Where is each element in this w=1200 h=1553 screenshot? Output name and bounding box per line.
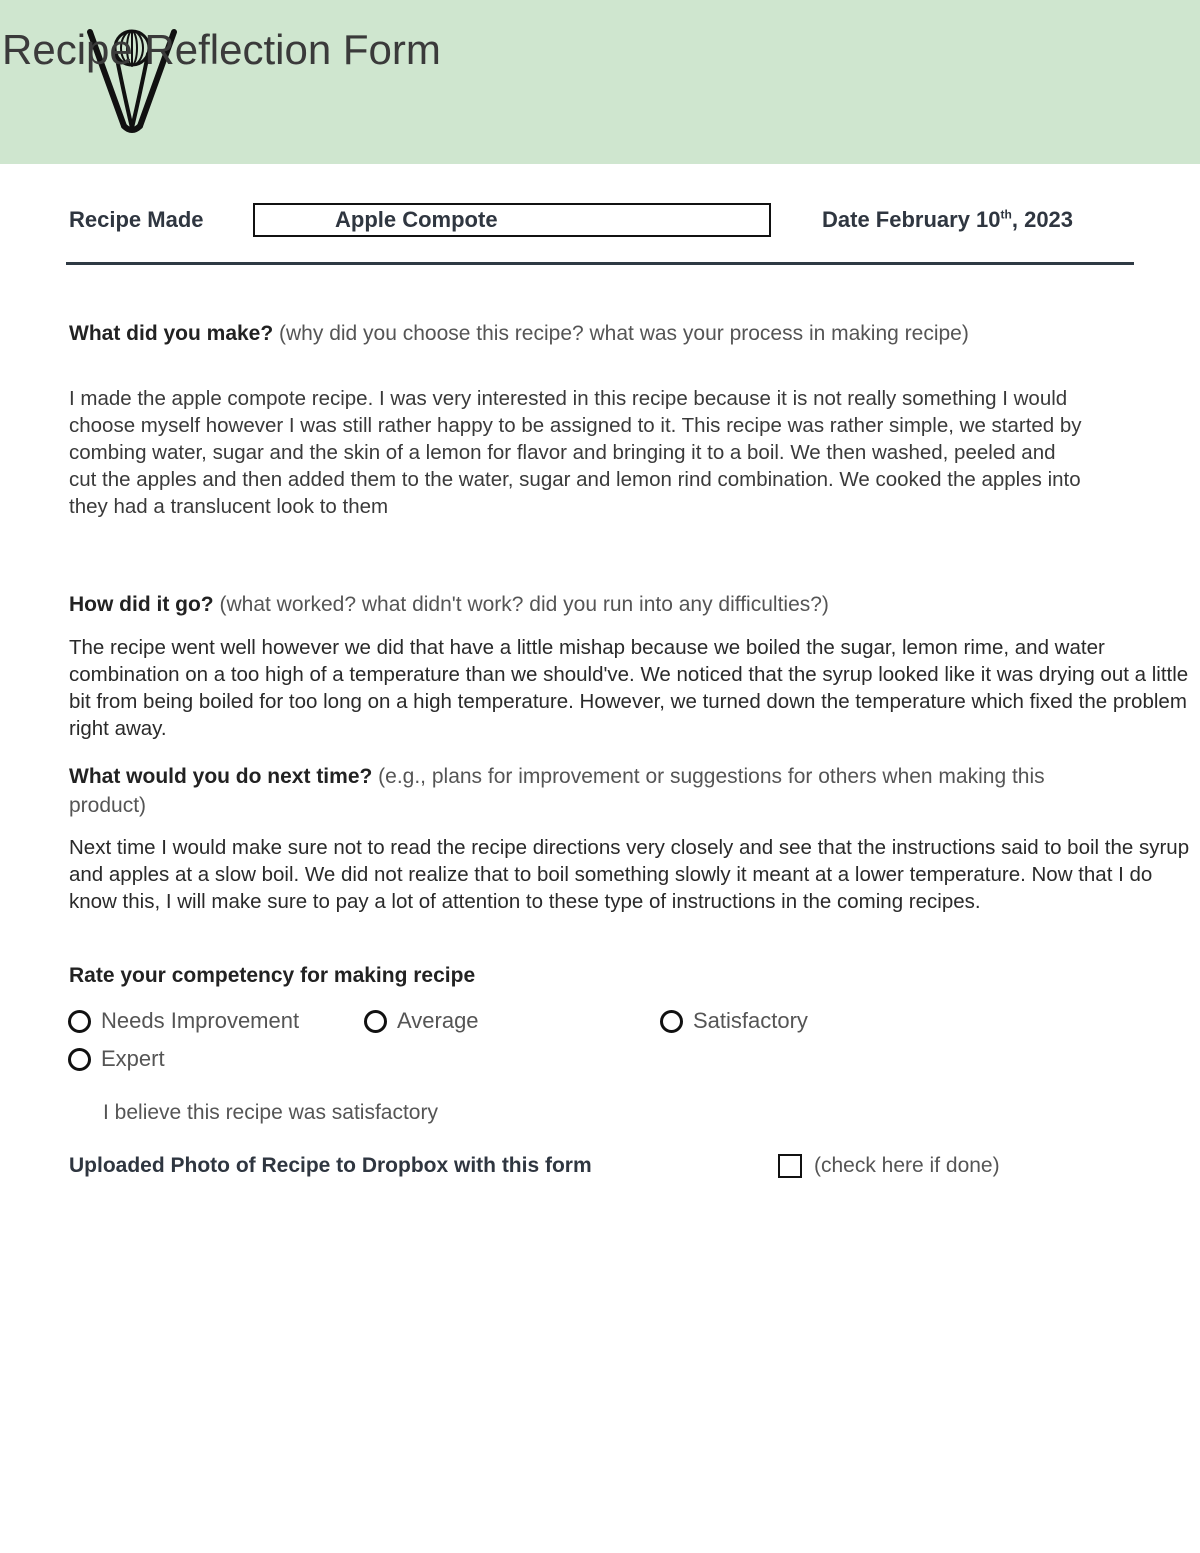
checkbox-icon[interactable]: [778, 1154, 802, 1178]
question-hint: (what worked? what didn't work? did you run into any difficulties?): [213, 593, 829, 616]
question-what-did-you-make: [69, 319, 1059, 348]
question-how-did-it-go: [69, 590, 1059, 619]
recipe-made-label: Recipe Made: [69, 207, 204, 232]
rating-comment[interactable]: I believe this recipe was satisfactory: [103, 1101, 438, 1124]
radio-circle-icon[interactable]: [660, 1010, 683, 1033]
radio-expert[interactable]: [68, 1046, 165, 1072]
radio-label: Expert: [101, 1046, 165, 1071]
date-ordinal: th: [1000, 207, 1012, 222]
upload-done-checkbox[interactable]: [778, 1154, 1000, 1178]
recipe-name-value: Apple Compote: [335, 207, 498, 232]
radio-label: Average: [397, 1008, 479, 1033]
radio-satisfactory[interactable]: [660, 1008, 808, 1034]
question-next-time: [69, 762, 1059, 820]
recipe-name-field[interactable]: [253, 203, 771, 237]
question-hint: (why did you choose this recipe? what was your process in making recipe): [273, 322, 969, 345]
radio-circle-icon[interactable]: [68, 1010, 91, 1033]
header-banner: [0, 0, 1200, 164]
radio-label: Needs Improvement: [101, 1008, 300, 1033]
answer-next-time[interactable]: Next time I would make sure not to read the recipe directions very closely and see that the instructions said to boil the syrup and apples at a slow boil. We did not realize that to boil something slowly it meant at a lower temperature. Now that I do know this, I will make sure to pay a lot of attention to these type of instructions in the coming recipes.: [69, 836, 1190, 913]
question-prompt: What did you make?: [69, 322, 274, 345]
rating-label: Rate your competency for making recipe: [69, 964, 476, 987]
question-prompt: What would you do next time?: [69, 765, 373, 788]
radio-average[interactable]: [364, 1008, 479, 1034]
answer-what-did-you-make[interactable]: I made the apple compote recipe. I was very interested in this recipe because it is not really something I would choose myself however I was still rather happy to be assigned to it. This recipe was rather simple, we started by combing water, sugar and the skin of a lemon for flavor and bringing it to a boil. We then washed, peeled and cut the apples and then added them to the water, sugar and lemon rind combination. We cooked the apples into they had a translucent look to them: [69, 387, 1082, 518]
date-field: [822, 207, 1073, 233]
radio-needs-improvement[interactable]: [68, 1008, 299, 1034]
date-prefix: Date February 10: [822, 207, 1001, 232]
question-prompt: How did it go?: [69, 593, 214, 616]
radio-circle-icon[interactable]: [68, 1048, 91, 1071]
divider: [66, 262, 1134, 265]
date-year: , 2023: [1011, 207, 1074, 232]
answer-how-did-it-go[interactable]: The recipe went well however we did that have a little mishap because we boiled the sugar, lemon rime, and water combination on a too high of a temperature than we should've. We noticed that the syrup looked like it was drying out a little bit from being boiled for too long on a high temperature. However, we turned down the temperature which fixed the problem right away.: [69, 636, 1189, 740]
page-title: Recipe Reflection Form: [2, 26, 441, 73]
checkbox-label: (check here if done): [814, 1154, 1000, 1177]
radio-label: Satisfactory: [693, 1008, 808, 1033]
question-hint: (e.g., plans for improvement or suggestions for others when making this product): [69, 765, 1045, 817]
radio-circle-icon[interactable]: [364, 1010, 387, 1033]
upload-label: Uploaded Photo of Recipe to Dropbox with this form: [69, 1154, 592, 1177]
